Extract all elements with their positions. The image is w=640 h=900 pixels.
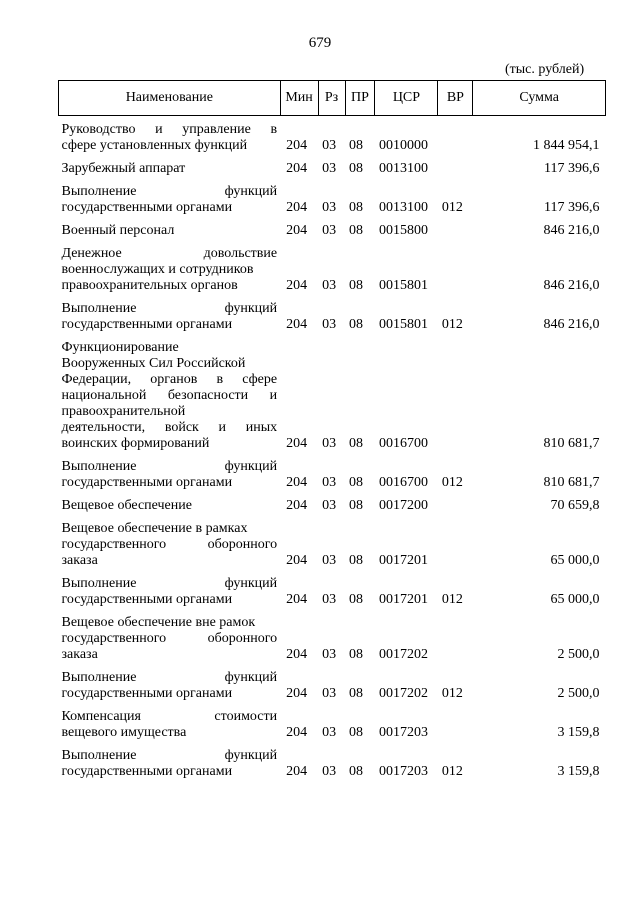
row-csr: 0017203 bbox=[378, 764, 428, 779]
row-rz: 03 bbox=[322, 498, 337, 513]
row-csr: 0013100 bbox=[378, 161, 428, 176]
row-name: Выполнение функций государственными органами bbox=[61, 184, 278, 215]
budget-table bbox=[58, 80, 606, 780]
row-csr: 0015801 bbox=[378, 317, 428, 332]
row-rz: 03 bbox=[322, 592, 337, 607]
row-pr: 08 bbox=[349, 436, 364, 451]
row-rz: 03 bbox=[322, 200, 337, 215]
table-row bbox=[59, 608, 606, 663]
table-body bbox=[59, 116, 606, 781]
row-vr bbox=[438, 491, 473, 514]
row-min: 204 bbox=[286, 647, 308, 662]
row-min: 204 bbox=[286, 436, 308, 451]
row-rz: 03 bbox=[322, 475, 337, 490]
row-vr: 012 bbox=[441, 475, 463, 490]
row-rz: 03 bbox=[322, 138, 337, 153]
row-name: Выполнение функций государственными органами bbox=[61, 748, 278, 779]
row-csr: 0015800 bbox=[378, 223, 428, 238]
table-row bbox=[59, 177, 606, 216]
row-min: 204 bbox=[286, 686, 308, 701]
row-vr: 012 bbox=[441, 317, 463, 332]
row-sum: 3 159,8 bbox=[557, 764, 600, 779]
row-csr: 0010000 bbox=[378, 138, 428, 153]
table-row bbox=[59, 216, 606, 239]
header-vr: ВР bbox=[438, 81, 473, 116]
header-csr: ЦСР bbox=[375, 81, 438, 116]
row-name: Вещевое обеспечение в рамках государственного оборонного заказа bbox=[61, 521, 278, 568]
row-sum: 846 216,0 bbox=[543, 278, 600, 293]
header-sum: Сумма bbox=[473, 81, 606, 116]
row-name: Зарубежный аппарат bbox=[61, 161, 186, 176]
row-pr: 08 bbox=[349, 686, 364, 701]
row-csr: 0017202 bbox=[378, 686, 428, 701]
table-row bbox=[59, 569, 606, 608]
row-csr: 0016700 bbox=[378, 475, 428, 490]
row-vr bbox=[438, 154, 473, 177]
row-sum: 65 000,0 bbox=[550, 553, 600, 568]
units-label: (тыс. рублей) bbox=[505, 62, 585, 77]
row-sum: 70 659,8 bbox=[550, 498, 600, 513]
row-pr: 08 bbox=[349, 200, 364, 215]
row-sum: 810 681,7 bbox=[543, 475, 600, 490]
row-min: 204 bbox=[286, 223, 308, 238]
row-pr: 08 bbox=[349, 138, 364, 153]
row-rz: 03 bbox=[322, 278, 337, 293]
row-csr: 0017203 bbox=[378, 725, 428, 740]
row-sum: 846 216,0 bbox=[543, 317, 600, 332]
table-row bbox=[59, 116, 606, 155]
row-name: Вещевое обеспечение вне рамок государственного оборонного заказа bbox=[61, 615, 278, 662]
table-row bbox=[59, 702, 606, 741]
row-csr: 0015801 bbox=[378, 278, 428, 293]
row-vr bbox=[438, 514, 473, 569]
row-min: 204 bbox=[286, 138, 308, 153]
row-csr: 0017201 bbox=[378, 553, 428, 568]
row-min: 204 bbox=[286, 725, 308, 740]
row-min: 204 bbox=[286, 200, 308, 215]
row-min: 204 bbox=[286, 475, 308, 490]
row-vr bbox=[438, 333, 473, 452]
row-min: 204 bbox=[286, 764, 308, 779]
row-sum: 846 216,0 bbox=[543, 223, 600, 238]
row-name: Военный персонал bbox=[61, 223, 175, 238]
row-pr: 08 bbox=[349, 317, 364, 332]
row-rz: 03 bbox=[322, 725, 337, 740]
row-vr: 012 bbox=[441, 200, 463, 215]
table-row bbox=[59, 452, 606, 491]
header-pr: ПР bbox=[345, 81, 375, 116]
row-vr: 012 bbox=[441, 592, 463, 607]
row-csr: 0017201 bbox=[378, 592, 428, 607]
table-row bbox=[59, 514, 606, 569]
row-min: 204 bbox=[286, 553, 308, 568]
row-rz: 03 bbox=[322, 161, 337, 176]
row-sum: 117 396,6 bbox=[544, 200, 600, 215]
row-pr: 08 bbox=[349, 553, 364, 568]
row-min: 204 bbox=[286, 161, 308, 176]
row-pr: 08 bbox=[349, 592, 364, 607]
row-vr bbox=[438, 116, 473, 155]
row-sum: 2 500,0 bbox=[557, 686, 600, 701]
row-vr bbox=[438, 239, 473, 294]
table-row bbox=[59, 663, 606, 702]
row-name: Денежное довольствие военнослужащих и сотрудников правоохранительных органов bbox=[61, 246, 278, 293]
table-row bbox=[59, 333, 606, 452]
page-number: 679 bbox=[308, 35, 332, 51]
row-name: Выполнение функций государственными органами bbox=[61, 576, 278, 607]
row-pr: 08 bbox=[349, 764, 364, 779]
row-sum: 3 159,8 bbox=[557, 725, 600, 740]
row-pr: 08 bbox=[349, 161, 364, 176]
row-name: Выполнение функций государственными органами bbox=[61, 301, 278, 332]
table-row bbox=[59, 294, 606, 333]
row-pr: 08 bbox=[349, 498, 364, 513]
row-rz: 03 bbox=[322, 764, 337, 779]
row-name: Руководство и управление в сфере установленных функций bbox=[61, 122, 278, 153]
row-rz: 03 bbox=[322, 317, 337, 332]
row-pr: 08 bbox=[349, 725, 364, 740]
row-csr: 0016700 bbox=[378, 436, 428, 451]
row-rz: 03 bbox=[322, 686, 337, 701]
row-csr: 0017200 bbox=[378, 498, 428, 513]
row-sum: 810 681,7 bbox=[543, 436, 600, 451]
row-name: Выполнение функций государственными органами bbox=[61, 670, 278, 701]
row-sum: 1 844 954,1 bbox=[533, 138, 600, 153]
row-min: 204 bbox=[286, 498, 308, 513]
row-rz: 03 bbox=[322, 647, 337, 662]
row-vr: 012 bbox=[441, 764, 463, 779]
row-vr: 012 bbox=[441, 686, 463, 701]
row-csr: 0013100 bbox=[378, 200, 428, 215]
row-min: 204 bbox=[286, 317, 308, 332]
row-sum: 117 396,6 bbox=[544, 161, 600, 176]
row-rz: 03 bbox=[322, 223, 337, 238]
row-vr bbox=[438, 216, 473, 239]
table-row bbox=[59, 154, 606, 177]
row-name: Выполнение функций государственными органами bbox=[61, 459, 278, 490]
row-name: Компенсация стоимости вещевого имущества bbox=[61, 709, 278, 740]
row-vr bbox=[438, 702, 473, 741]
table-row bbox=[59, 491, 606, 514]
row-rz: 03 bbox=[322, 553, 337, 568]
row-sum: 2 500,0 bbox=[557, 647, 600, 662]
row-sum: 65 000,0 bbox=[550, 592, 600, 607]
table-row bbox=[59, 239, 606, 294]
row-pr: 08 bbox=[349, 475, 364, 490]
row-pr: 08 bbox=[349, 223, 364, 238]
row-vr bbox=[438, 608, 473, 663]
row-name: Вещевое обеспечение bbox=[61, 498, 192, 513]
row-name: Функционирование Вооруженных Сил Российской Федерации, органов в сфере национальной безопасности и правоохранительной деятельности, войск и иных воинских формирований bbox=[61, 340, 278, 451]
header-min: Мин bbox=[280, 81, 318, 116]
row-rz: 03 bbox=[322, 436, 337, 451]
row-pr: 08 bbox=[349, 647, 364, 662]
header-rz: Рз bbox=[318, 81, 345, 116]
row-csr: 0017202 bbox=[378, 647, 428, 662]
table-row bbox=[59, 741, 606, 780]
header-name: Наименование bbox=[59, 81, 281, 116]
table-header bbox=[59, 81, 606, 116]
row-min: 204 bbox=[286, 592, 308, 607]
row-min: 204 bbox=[286, 278, 308, 293]
row-pr: 08 bbox=[349, 278, 364, 293]
